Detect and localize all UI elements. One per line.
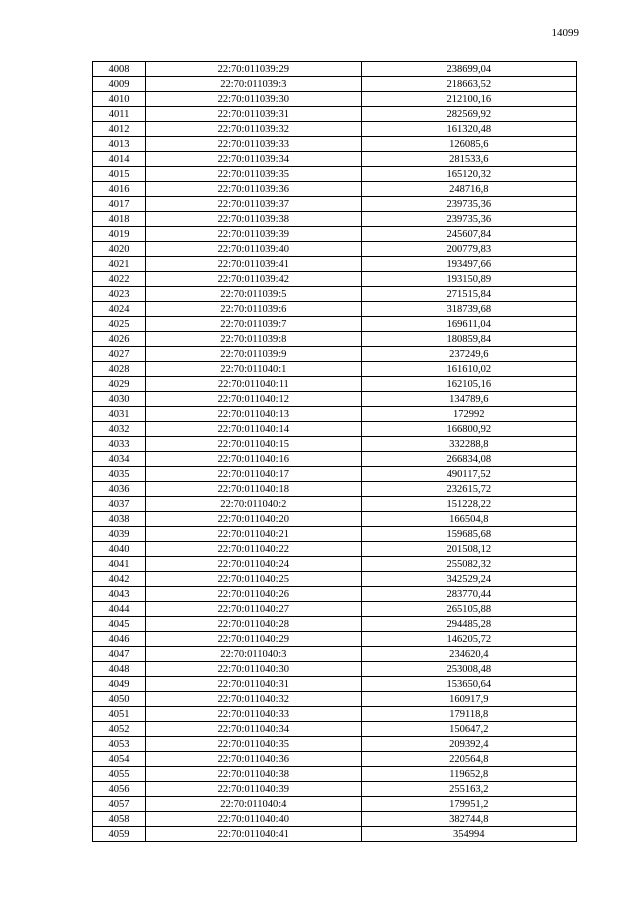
cadastral-number-cell: 22:70:011039:8 — [146, 332, 361, 347]
cadastral-number-cell: 22:70:011040:4 — [146, 797, 361, 812]
row-number-cell: 4039 — [93, 527, 146, 542]
cadastral-number-cell: 22:70:011040:12 — [146, 392, 361, 407]
value-cell: 200779,83 — [361, 242, 576, 257]
table-row — [93, 617, 577, 632]
cadastral-number-cell: 22:70:011040:34 — [146, 722, 361, 737]
cadastral-number-cell: 22:70:011040:18 — [146, 482, 361, 497]
table-row — [93, 317, 577, 332]
table-row — [93, 497, 577, 512]
row-number-cell: 4032 — [93, 422, 146, 437]
row-number-cell: 4016 — [93, 182, 146, 197]
row-number-cell: 4054 — [93, 752, 146, 767]
table-row — [93, 437, 577, 452]
cadastral-number-cell: 22:70:011040:3 — [146, 647, 361, 662]
cadastral-number-cell: 22:70:011040:30 — [146, 662, 361, 677]
value-cell: 220564,8 — [361, 752, 576, 767]
value-cell: 134789,6 — [361, 392, 576, 407]
cadastral-number-cell: 22:70:011040:31 — [146, 677, 361, 692]
row-number-cell: 4015 — [93, 167, 146, 182]
table-row — [93, 257, 577, 272]
row-number-cell: 4035 — [93, 467, 146, 482]
value-cell: 234620,4 — [361, 647, 576, 662]
cadastral-number-cell: 22:70:011040:28 — [146, 617, 361, 632]
value-cell: 146205,72 — [361, 632, 576, 647]
table-row — [93, 482, 577, 497]
value-cell: 490117,52 — [361, 467, 576, 482]
table-row — [93, 707, 577, 722]
value-cell: 150647,2 — [361, 722, 576, 737]
row-number-cell: 4011 — [93, 107, 146, 122]
value-cell: 232615,72 — [361, 482, 576, 497]
table-row — [93, 602, 577, 617]
row-number-cell: 4014 — [93, 152, 146, 167]
table-row — [93, 692, 577, 707]
table-row — [93, 392, 577, 407]
value-cell: 237249,6 — [361, 347, 576, 362]
value-cell: 151228,22 — [361, 497, 576, 512]
cadastral-number-cell: 22:70:011039:36 — [146, 182, 361, 197]
cadastral-number-cell: 22:70:011040:41 — [146, 827, 361, 842]
cadastral-number-cell: 22:70:011039:32 — [146, 122, 361, 137]
value-cell: 126085,6 — [361, 137, 576, 152]
value-cell: 179118,8 — [361, 707, 576, 722]
cadastral-number-cell: 22:70:011039:7 — [146, 317, 361, 332]
row-number-cell: 4046 — [93, 632, 146, 647]
cadastral-number-cell: 22:70:011040:25 — [146, 572, 361, 587]
cadastral-number-cell: 22:70:011040:24 — [146, 557, 361, 572]
table-row — [93, 512, 577, 527]
row-number-cell: 4058 — [93, 812, 146, 827]
value-cell: 281533,6 — [361, 152, 576, 167]
table-row — [93, 302, 577, 317]
table-row — [93, 542, 577, 557]
table-row — [93, 272, 577, 287]
value-cell: 153650,64 — [361, 677, 576, 692]
value-cell: 255082,32 — [361, 557, 576, 572]
page-number: 14099 — [551, 27, 579, 39]
table-row — [93, 647, 577, 662]
value-cell: 255163,2 — [361, 782, 576, 797]
cadastral-number-cell: 22:70:011040:35 — [146, 737, 361, 752]
table-row — [93, 77, 577, 92]
table-row — [93, 122, 577, 137]
row-number-cell: 4053 — [93, 737, 146, 752]
row-number-cell: 4057 — [93, 797, 146, 812]
row-number-cell: 4010 — [93, 92, 146, 107]
value-cell: 193497,66 — [361, 257, 576, 272]
table-row — [93, 557, 577, 572]
row-number-cell: 4017 — [93, 197, 146, 212]
cadastral-number-cell: 22:70:011040:26 — [146, 587, 361, 602]
value-cell: 212100,16 — [361, 92, 576, 107]
value-cell: 266834,08 — [361, 452, 576, 467]
cadastral-number-cell: 22:70:011039:37 — [146, 197, 361, 212]
cadastral-number-cell: 22:70:011040:27 — [146, 602, 361, 617]
table-row — [93, 572, 577, 587]
value-cell: 160917,9 — [361, 692, 576, 707]
table-row — [93, 677, 577, 692]
value-cell: 248716,8 — [361, 182, 576, 197]
cadastral-number-cell: 22:70:011040:15 — [146, 437, 361, 452]
row-number-cell: 4023 — [93, 287, 146, 302]
value-cell: 165120,32 — [361, 167, 576, 182]
cadastral-number-cell: 22:70:011040:22 — [146, 542, 361, 557]
cadastral-number-cell: 22:70:011039:5 — [146, 287, 361, 302]
value-cell: 245607,84 — [361, 227, 576, 242]
table-row — [93, 662, 577, 677]
table-row — [93, 767, 577, 782]
cadastral-number-cell: 22:70:011039:34 — [146, 152, 361, 167]
row-number-cell: 4018 — [93, 212, 146, 227]
table-row — [93, 407, 577, 422]
cadastral-number-cell: 22:70:011040:16 — [146, 452, 361, 467]
table-row — [93, 212, 577, 227]
table-row — [93, 362, 577, 377]
value-cell: 179951,2 — [361, 797, 576, 812]
value-cell: 161320,48 — [361, 122, 576, 137]
row-number-cell: 4041 — [93, 557, 146, 572]
table-row — [93, 182, 577, 197]
table-row — [93, 332, 577, 347]
cadastral-number-cell: 22:70:011039:35 — [146, 167, 361, 182]
value-cell: 161610,02 — [361, 362, 576, 377]
row-number-cell: 4028 — [93, 362, 146, 377]
row-number-cell: 4055 — [93, 767, 146, 782]
cadastral-number-cell: 22:70:011039:33 — [146, 137, 361, 152]
value-cell: 271515,84 — [361, 287, 576, 302]
table-row — [93, 107, 577, 122]
row-number-cell: 4033 — [93, 437, 146, 452]
row-number-cell: 4013 — [93, 137, 146, 152]
row-number-cell: 4020 — [93, 242, 146, 257]
cadastral-number-cell: 22:70:011040:36 — [146, 752, 361, 767]
value-cell: 209392,4 — [361, 737, 576, 752]
row-number-cell: 4038 — [93, 512, 146, 527]
value-cell: 162105,16 — [361, 377, 576, 392]
cadastral-number-cell: 22:70:011040:14 — [146, 422, 361, 437]
value-cell: 283770,44 — [361, 587, 576, 602]
data-table — [92, 61, 577, 842]
cadastral-number-cell: 22:70:011040:17 — [146, 467, 361, 482]
row-number-cell: 4047 — [93, 647, 146, 662]
row-number-cell: 4008 — [93, 62, 146, 77]
value-cell: 166800,92 — [361, 422, 576, 437]
cadastral-number-cell: 22:70:011040:1 — [146, 362, 361, 377]
table-row — [93, 782, 577, 797]
row-number-cell: 4021 — [93, 257, 146, 272]
row-number-cell: 4025 — [93, 317, 146, 332]
value-cell: 318739,68 — [361, 302, 576, 317]
cadastral-number-cell: 22:70:011039:9 — [146, 347, 361, 362]
cadastral-number-cell: 22:70:011039:38 — [146, 212, 361, 227]
table-row — [93, 737, 577, 752]
row-number-cell: 4036 — [93, 482, 146, 497]
value-cell: 193150,89 — [361, 272, 576, 287]
value-cell: 342529,24 — [361, 572, 576, 587]
cadastral-number-cell: 22:70:011040:38 — [146, 767, 361, 782]
row-number-cell: 4027 — [93, 347, 146, 362]
value-cell: 169611,04 — [361, 317, 576, 332]
value-cell: 159685,68 — [361, 527, 576, 542]
table-body — [93, 62, 577, 842]
table-row — [93, 797, 577, 812]
table-row — [93, 812, 577, 827]
value-cell: 253008,48 — [361, 662, 576, 677]
cadastral-number-cell: 22:70:011040:29 — [146, 632, 361, 647]
value-cell: 354994 — [361, 827, 576, 842]
row-number-cell: 4030 — [93, 392, 146, 407]
value-cell: 382744,8 — [361, 812, 576, 827]
table-row — [93, 167, 577, 182]
row-number-cell: 4049 — [93, 677, 146, 692]
table-row — [93, 227, 577, 242]
table-row — [93, 452, 577, 467]
cadastral-number-cell: 22:70:011039:3 — [146, 77, 361, 92]
value-cell: 180859,84 — [361, 332, 576, 347]
value-cell: 119652,8 — [361, 767, 576, 782]
value-cell: 238699,04 — [361, 62, 576, 77]
row-number-cell: 4024 — [93, 302, 146, 317]
row-number-cell: 4034 — [93, 452, 146, 467]
row-number-cell: 4050 — [93, 692, 146, 707]
value-cell: 166504,8 — [361, 512, 576, 527]
cadastral-number-cell: 22:70:011039:6 — [146, 302, 361, 317]
row-number-cell: 4026 — [93, 332, 146, 347]
cadastral-number-cell: 22:70:011039:42 — [146, 272, 361, 287]
table-row — [93, 422, 577, 437]
table-row — [93, 197, 577, 212]
cadastral-number-cell: 22:70:011039:31 — [146, 107, 361, 122]
cadastral-number-cell: 22:70:011040:40 — [146, 812, 361, 827]
value-cell: 239735,36 — [361, 212, 576, 227]
value-cell: 201508,12 — [361, 542, 576, 557]
table-row — [93, 377, 577, 392]
row-number-cell: 4044 — [93, 602, 146, 617]
row-number-cell: 4019 — [93, 227, 146, 242]
table-row — [93, 467, 577, 482]
row-number-cell: 4048 — [93, 662, 146, 677]
cadastral-number-cell: 22:70:011040:21 — [146, 527, 361, 542]
row-number-cell: 4012 — [93, 122, 146, 137]
table-row — [93, 722, 577, 737]
row-number-cell: 4043 — [93, 587, 146, 602]
value-cell: 282569,92 — [361, 107, 576, 122]
row-number-cell: 4056 — [93, 782, 146, 797]
row-number-cell: 4031 — [93, 407, 146, 422]
value-cell: 265105,88 — [361, 602, 576, 617]
value-cell: 239735,36 — [361, 197, 576, 212]
row-number-cell: 4052 — [93, 722, 146, 737]
table-row — [93, 527, 577, 542]
table-row — [93, 137, 577, 152]
value-cell: 218663,52 — [361, 77, 576, 92]
row-number-cell: 4042 — [93, 572, 146, 587]
cadastral-number-cell: 22:70:011039:30 — [146, 92, 361, 107]
table-row — [93, 62, 577, 77]
cadastral-number-cell: 22:70:011040:2 — [146, 497, 361, 512]
row-number-cell: 4009 — [93, 77, 146, 92]
row-number-cell: 4051 — [93, 707, 146, 722]
value-cell: 332288,8 — [361, 437, 576, 452]
cadastral-number-cell: 22:70:011040:32 — [146, 692, 361, 707]
table-row — [93, 152, 577, 167]
cadastral-number-cell: 22:70:011039:40 — [146, 242, 361, 257]
value-cell: 294485,28 — [361, 617, 576, 632]
table-row — [93, 347, 577, 362]
cadastral-number-cell: 22:70:011040:11 — [146, 377, 361, 392]
table-row — [93, 752, 577, 767]
row-number-cell: 4059 — [93, 827, 146, 842]
table-row — [93, 587, 577, 602]
cadastral-number-cell: 22:70:011040:39 — [146, 782, 361, 797]
cadastral-number-cell: 22:70:011040:33 — [146, 707, 361, 722]
cadastral-number-cell: 22:70:011040:13 — [146, 407, 361, 422]
table-row — [93, 92, 577, 107]
cadastral-number-cell: 22:70:011040:20 — [146, 512, 361, 527]
cadastral-number-cell: 22:70:011039:39 — [146, 227, 361, 242]
cadastral-number-cell: 22:70:011039:29 — [146, 62, 361, 77]
table-row — [93, 287, 577, 302]
table-row — [93, 242, 577, 257]
cadastral-number-cell: 22:70:011039:41 — [146, 257, 361, 272]
row-number-cell: 4045 — [93, 617, 146, 632]
table-row — [93, 632, 577, 647]
row-number-cell: 4037 — [93, 497, 146, 512]
row-number-cell: 4029 — [93, 377, 146, 392]
value-cell: 172992 — [361, 407, 576, 422]
row-number-cell: 4040 — [93, 542, 146, 557]
table-row — [93, 827, 577, 842]
row-number-cell: 4022 — [93, 272, 146, 287]
